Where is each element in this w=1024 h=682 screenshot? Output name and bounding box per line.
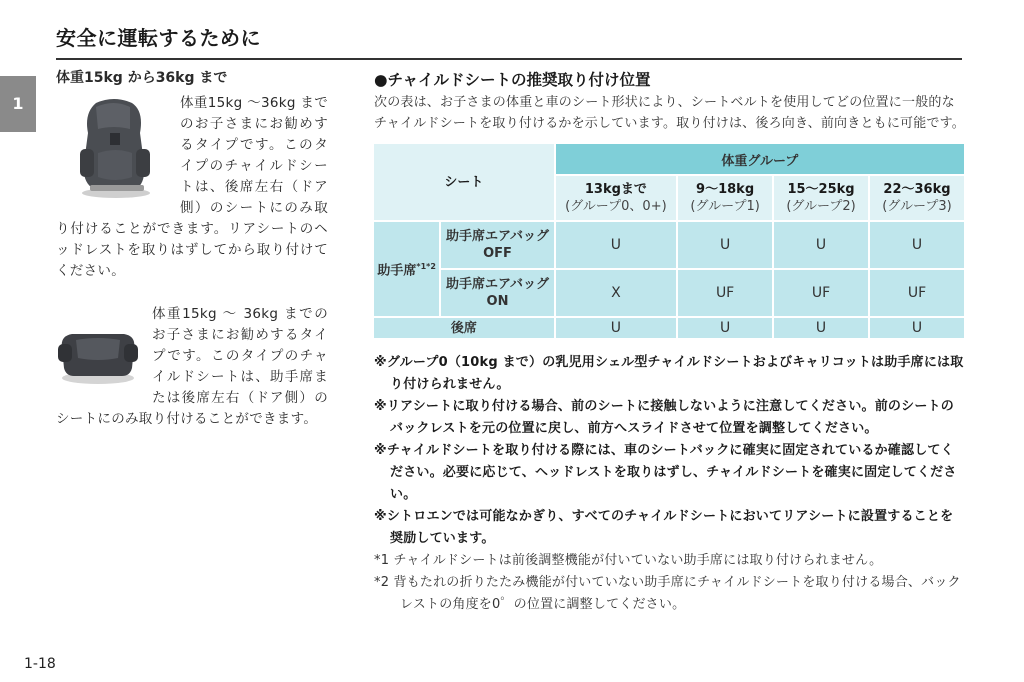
table-cell: U — [678, 318, 772, 338]
title-divider — [56, 58, 962, 60]
front-seat-label: 助手席$^{*1*2}$ — [374, 222, 439, 316]
notes-list — [374, 352, 966, 616]
recommended-position-table — [372, 142, 966, 340]
note-item: ※リアシートに取り付ける場合、前のシートに接触しないように注意してください。前のシートのバックレストを元の位置に戻し、前方へスライドさせて位置を調整してください。 — [374, 399, 954, 436]
table-cell: U — [556, 318, 676, 338]
note-item: ※シトロエンでは可能なかぎり、すべてのチャイルドシートにおいてリアシートに設置することを奨励しています。 — [374, 509, 954, 546]
group-header-cell: 13kgまで (グループ0、0+) — [556, 176, 676, 220]
rear-seat-label: 後席 — [374, 318, 554, 338]
table-cell: X — [556, 270, 676, 316]
booster-block — [56, 304, 328, 430]
intro-paragraph: 次の表は、お子さまの体重と車のシート形状により、シートベルトを使用してどの位置に一般的なチャイルドシートを取り付けるかを示しています。取り付けは、後ろ向き、前向きともに可能です。 — [374, 95, 966, 131]
airbag-on-label: 助手席エアバッグ ON — [441, 270, 553, 316]
booster-cushion-image — [56, 318, 140, 388]
page-title: 安全に運転するために — [56, 26, 261, 50]
right-column — [374, 68, 966, 616]
chapter-tab: 1 — [0, 76, 36, 132]
page-number: 1-18 — [24, 656, 56, 672]
section-subheading: 体重15kg から36kg まで — [56, 70, 228, 86]
high-back-booster-seat-image — [66, 93, 162, 201]
table-cell: U — [870, 222, 964, 268]
table-cell: UF — [774, 270, 868, 316]
group-header-cell: 22〜36kg (グループ3) — [870, 176, 964, 220]
table-cell: U — [870, 318, 964, 338]
table-cell: UF — [870, 270, 964, 316]
section-heading: ●チャイルドシートの推奨取り付け位置 — [374, 71, 651, 89]
table-cell: U — [556, 222, 676, 268]
left-column — [56, 68, 328, 430]
airbag-off-label: 助手席エアバッグ OFF — [441, 222, 553, 268]
seat-header-cell: シート — [374, 144, 554, 220]
group-header-cell: 9〜18kg (グループ1) — [678, 176, 772, 220]
footnote-item: *1 チャイルドシートは前後調整機能が付いていない助手席には取り付けられません。 — [374, 553, 883, 568]
booster-cushion-description: 体重15kg 〜 36kg までのお子さまにお勧めするタイプです。このタイプのチャイルドシートは、助手席または後席左右（ドア側）のシートにのみ取り付けることができます。 — [56, 306, 328, 427]
footnote-item: *2 背もたれの折りたたみ機能が付いていない助手席にチャイルドシートを取り付ける場合、バックレストの角度を0゜の位置に調整してください。 — [374, 575, 961, 612]
table-cell: UF — [678, 270, 772, 316]
table-cell: U — [774, 222, 868, 268]
table-cell: U — [678, 222, 772, 268]
weight-group-header: 体重グループ — [556, 144, 964, 174]
note-item: ※グループ0（10kg まで）の乳児用シェル型チャイルドシートおよびキャリコットは助手席には取り付けられません。 — [374, 355, 964, 392]
high-back-booster-description: 体重15kg 〜36kg までのお子さまにお勧めするタイプです。このタイプのチャイルドシートは、後席左右（ドア側）のシートにのみ取り付けることができます。リアシートのヘッドレストを取りはずしてから取り付けてください。 — [56, 95, 328, 279]
note-item: ※チャイルドシートを取り付ける際には、車のシートバックに確実に固定されているか確認してください。必要に応じて、ヘッドレストを取りはずし、チャイルドシートを確実に固定してください。 — [374, 443, 957, 502]
group-header-cell: 15〜25kg (グループ2) — [774, 176, 868, 220]
table-cell: U — [774, 318, 868, 338]
